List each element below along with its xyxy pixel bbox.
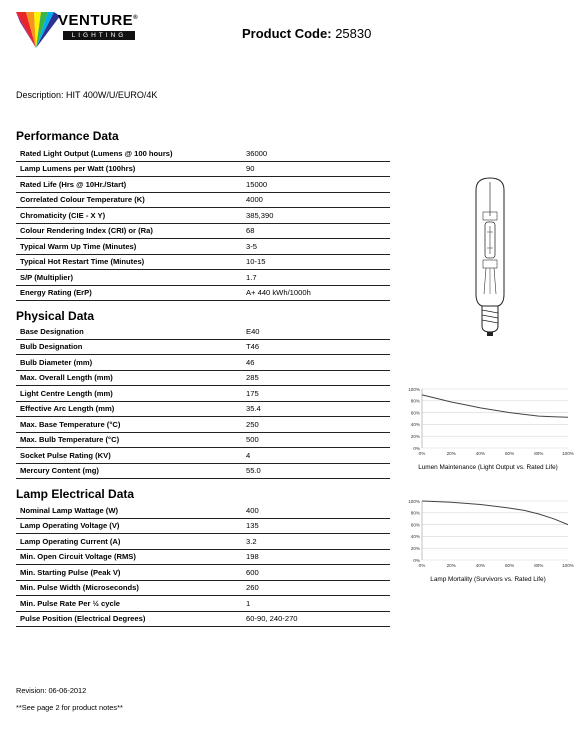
product-code: Product Code: 25830 xyxy=(242,26,372,41)
product-code-value: 25830 xyxy=(335,26,372,41)
lumen-maintenance-caption: Lumen Maintenance (Light Output vs. Rated Life) xyxy=(418,464,558,471)
row-label: Energy Rating (ErP) xyxy=(16,285,242,301)
row-value: A+ 440 kWh/1000h xyxy=(242,285,390,301)
row-label: Rated Life (Hrs @ 10Hr./Start) xyxy=(16,177,242,193)
y-tick-label: 100% xyxy=(408,498,420,504)
table-row xyxy=(16,161,390,177)
y-tick-label: 60% xyxy=(410,410,420,416)
row-label: Bulb Designation xyxy=(16,339,242,355)
row-value: 3.2 xyxy=(242,534,390,550)
y-tick-label: 80% xyxy=(410,398,420,404)
row-label: Lamp Lumens per Watt (100hrs) xyxy=(16,161,242,177)
x-tick-label: 40% xyxy=(475,563,486,568)
lamp-drawing-icon xyxy=(466,176,514,338)
table-row xyxy=(16,370,390,386)
row-label: Light Centre Length (mm) xyxy=(16,386,242,402)
table-row xyxy=(16,239,390,255)
row-value: 10-15 xyxy=(242,254,390,270)
y-tick-label: 80% xyxy=(410,510,420,516)
row-value: 250 xyxy=(242,417,390,433)
row-value: 46 xyxy=(242,355,390,371)
row-label: Max. Base Temperature (°C) xyxy=(16,417,242,433)
row-label: Max. Overall Length (mm) xyxy=(16,370,242,386)
table-row xyxy=(16,549,390,565)
table-row xyxy=(16,580,390,596)
row-label: S/P (Multiplier) xyxy=(16,270,242,286)
row-value: 385,390 xyxy=(242,208,390,224)
brand-name: VENTURE® xyxy=(58,12,139,29)
row-value: 135 xyxy=(242,518,390,534)
row-value: 55.0 xyxy=(242,463,390,479)
row-label: Effective Arc Length (mm) xyxy=(16,401,242,417)
table-row xyxy=(16,463,390,479)
row-label: Socket Pulse Rating (KV) xyxy=(16,448,242,464)
y-tick-label: 20% xyxy=(410,434,420,439)
row-value: 175 xyxy=(242,386,390,402)
description-value: HIT 400W/U/EURO/4K xyxy=(66,90,158,100)
row-label: Typical Warm Up Time (Minutes) xyxy=(16,239,242,255)
physical-table xyxy=(16,324,390,479)
table-row xyxy=(16,285,390,301)
x-tick-label: 20% xyxy=(446,451,456,456)
row-value: 260 xyxy=(242,580,390,596)
table-row xyxy=(16,432,390,448)
row-value: 90 xyxy=(242,161,390,177)
x-tick-label: 80% xyxy=(534,451,544,456)
x-tick-label: 80% xyxy=(534,563,544,568)
description: Description: HIT 400W/U/EURO/4K xyxy=(16,90,158,100)
row-value: 60-90, 240-270 xyxy=(242,611,390,627)
y-tick-label: 100% xyxy=(408,386,420,392)
table-row xyxy=(16,254,390,270)
table-row xyxy=(16,355,390,371)
row-value: 15000 xyxy=(242,177,390,193)
table-row xyxy=(16,611,390,627)
table-row xyxy=(16,534,390,550)
row-value: 600 xyxy=(242,565,390,581)
table-row xyxy=(16,503,390,518)
revision-text: Revision: 06-06-2012 xyxy=(16,686,87,695)
row-value: E40 xyxy=(242,324,390,339)
table-row xyxy=(16,565,390,581)
series-line xyxy=(422,395,568,417)
row-value: 500 xyxy=(242,432,390,448)
row-value: 285 xyxy=(242,370,390,386)
brand-subtitle: LIGHTING xyxy=(63,31,135,40)
table-row xyxy=(16,324,390,339)
physical-heading: Physical Data xyxy=(16,309,95,323)
row-label: Min. Pulse Rate Per ½ cycle xyxy=(16,596,242,612)
x-tick-label: 100% xyxy=(562,451,574,456)
row-label: Typical Hot Restart Time (Minutes) xyxy=(16,254,242,270)
row-value: 1.7 xyxy=(242,270,390,286)
table-row xyxy=(16,417,390,433)
table-row xyxy=(16,448,390,464)
row-value: 198 xyxy=(242,549,390,565)
row-value: 68 xyxy=(242,223,390,239)
row-label: Min. Starting Pulse (Peak V) xyxy=(16,565,242,581)
row-label: Colour Rendering Index (CRI) or (Ra) xyxy=(16,223,242,239)
row-label: Nominal Lamp Wattage (W) xyxy=(16,503,242,518)
electrical-heading: Lamp Electrical Data xyxy=(16,487,135,501)
table-row xyxy=(16,518,390,534)
row-value: 36000 xyxy=(242,146,390,161)
row-value: 400 xyxy=(242,503,390,518)
electrical-table xyxy=(16,503,390,627)
x-tick-label: 0% xyxy=(418,563,426,568)
table-row xyxy=(16,270,390,286)
x-tick-label: 0% xyxy=(418,451,426,456)
row-value: T46 xyxy=(242,339,390,355)
product-notes-text: **See page 2 for product notes** xyxy=(16,703,123,712)
row-value: 1 xyxy=(242,596,390,612)
y-tick-label: 60% xyxy=(410,522,420,528)
lamp-mortality-chart xyxy=(404,496,572,574)
x-tick-label: 40% xyxy=(475,451,486,456)
performance-heading: Performance Data xyxy=(16,129,119,143)
row-value: 4000 xyxy=(242,192,390,208)
row-value: 4 xyxy=(242,448,390,464)
row-label: Min. Open Circuit Voltage (RMS) xyxy=(16,549,242,565)
table-row xyxy=(16,192,390,208)
x-tick-label: 20% xyxy=(446,563,456,568)
table-row xyxy=(16,223,390,239)
row-label: Bulb Diameter (mm) xyxy=(16,355,242,371)
row-label: Mercury Content (mg) xyxy=(16,463,242,479)
table-row xyxy=(16,208,390,224)
table-row xyxy=(16,596,390,612)
performance-table xyxy=(16,146,390,301)
y-tick-label: 0% xyxy=(413,557,420,563)
table-row xyxy=(16,177,390,193)
row-value: 3-5 xyxy=(242,239,390,255)
y-tick-label: 0% xyxy=(413,445,420,451)
table-row xyxy=(16,146,390,161)
row-label: Min. Pulse Width (Microseconds) xyxy=(16,580,242,596)
x-tick-label: 100% xyxy=(562,563,574,568)
table-row xyxy=(16,386,390,402)
row-label: Correlated Colour Temperature (K) xyxy=(16,192,242,208)
table-row xyxy=(16,339,390,355)
x-tick-label: 60% xyxy=(504,451,515,456)
row-label: Pulse Position (Electrical Degrees) xyxy=(16,611,242,627)
lumen-maintenance-chart xyxy=(404,384,572,462)
row-value: 35.4 xyxy=(242,401,390,417)
y-tick-label: 40% xyxy=(410,534,420,540)
table-row xyxy=(16,401,390,417)
row-label: Rated Light Output (Lumens @ 100 hours) xyxy=(16,146,242,161)
lamp-mortality-caption: Lamp Mortality (Survivors vs. Rated Life) xyxy=(430,576,546,583)
row-label: Max. Bulb Temperature (°C) xyxy=(16,432,242,448)
row-label: Lamp Operating Voltage (V) xyxy=(16,518,242,534)
row-label: Lamp Operating Current (A) xyxy=(16,534,242,550)
row-label: Chromaticity (CIE - X Y) xyxy=(16,208,242,224)
y-tick-label: 20% xyxy=(410,546,420,551)
y-tick-label: 40% xyxy=(410,422,420,428)
row-label: Base Designation xyxy=(16,324,242,339)
x-tick-label: 60% xyxy=(504,563,515,568)
